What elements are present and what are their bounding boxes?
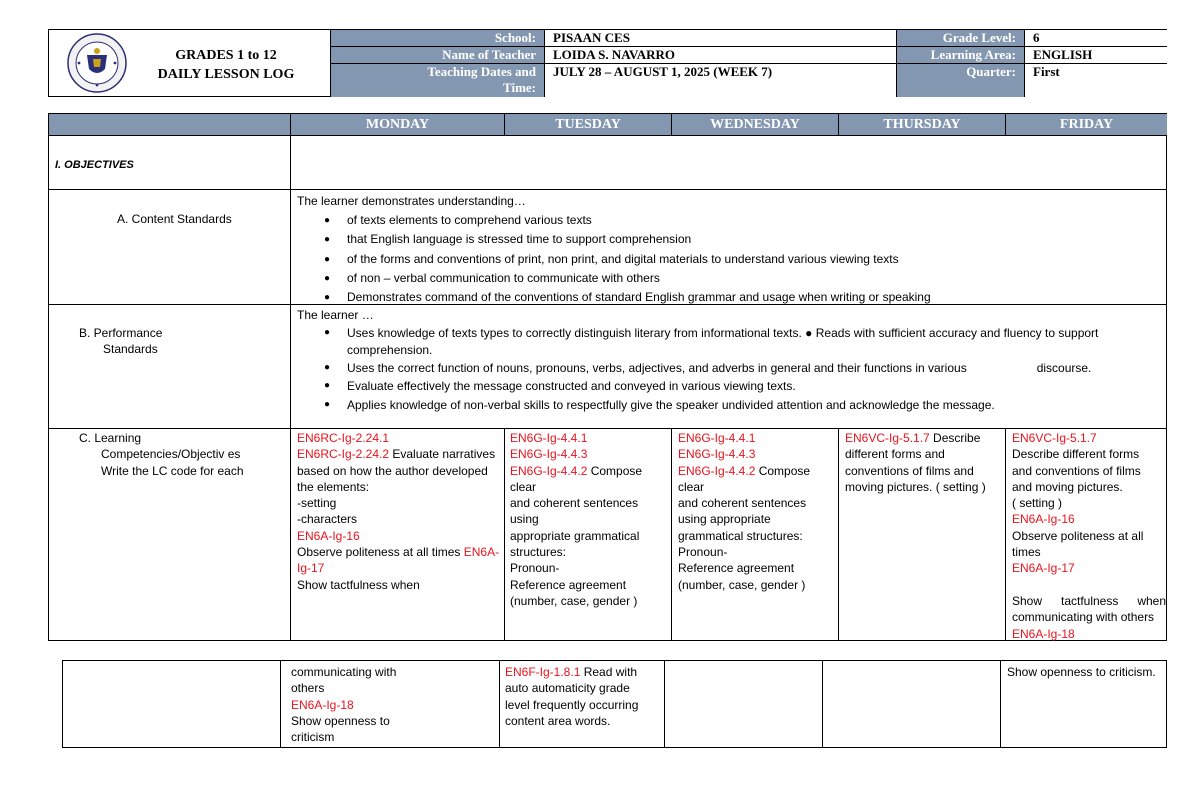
quarter-label: Quarter: bbox=[897, 64, 1025, 97]
teacher-value: LOIDA S. NAVARRO bbox=[545, 47, 897, 64]
day-header-thursday: THURSDAY bbox=[839, 114, 1005, 135]
lc-text: Reference agreement bbox=[678, 561, 795, 576]
performance-standard-text-end: discourse. bbox=[1036, 360, 1092, 375]
content-standards-label: A. Content Standards bbox=[117, 212, 232, 226]
performance-standard-item: ● Applies knowledge of non-verbal skills to respectfully give the speaker undivided attention and acknowledge the message. bbox=[297, 397, 1157, 413]
form-title bbox=[141, 46, 311, 84]
school-value: PISAAN CES bbox=[545, 30, 897, 47]
lc-code: EN6RC-Ig-2.24.2 bbox=[297, 447, 390, 462]
lc-text: level frequently occurring bbox=[505, 697, 639, 712]
lc-code: EN6A-Ig-18 bbox=[1012, 626, 1075, 641]
monday-competencies bbox=[297, 430, 502, 593]
header-row-dates bbox=[331, 64, 1167, 97]
performance-standard-text: Uses the correct function of nouns, pronouns, verbs, adjectives, and adverbs in general and their functions in various bbox=[347, 360, 967, 375]
content-standards-text bbox=[297, 192, 1157, 307]
lc-word: when bbox=[1137, 593, 1166, 608]
teaching-dates-label-line1: Teaching Dates and bbox=[427, 64, 536, 79]
teaching-dates-label-line2: Time: bbox=[503, 80, 536, 95]
lc-text: (number, case, gender ) bbox=[678, 577, 806, 592]
lc-code: EN6G-Ig-4.4.1 bbox=[510, 431, 588, 445]
lc-text: Show tactfulness when bbox=[297, 577, 420, 592]
deped-seal-icon bbox=[67, 33, 127, 93]
teaching-dates-label bbox=[331, 64, 545, 97]
quarter-value: First bbox=[1025, 64, 1167, 97]
learning-competencies-label-line2: Competencies/Objectiv es bbox=[101, 447, 241, 462]
lc-code: EN6A- bbox=[463, 545, 500, 560]
lc-text: different forms and bbox=[845, 447, 945, 462]
learning-competencies-label-line3: Write the LC code for each bbox=[101, 463, 244, 478]
friday-continuation bbox=[1007, 664, 1165, 680]
lc-text: and coherent sentences using bbox=[510, 496, 639, 527]
lc-code: EN6G-Ig-4.4.2 bbox=[678, 463, 756, 478]
lc-text: Observe politeness at all bbox=[1012, 528, 1144, 543]
lc-text: grammatical structures: bbox=[678, 528, 803, 543]
header-row-school bbox=[331, 30, 1167, 47]
content-standards-intro: The learner demonstrates understanding… bbox=[297, 194, 526, 208]
lc-text: Describe different forms bbox=[1012, 447, 1140, 462]
learning-competencies-label-line1: C. Learning bbox=[79, 431, 142, 445]
learning-area-value: ENGLISH bbox=[1025, 47, 1167, 64]
lc-text: auto automaticity grade bbox=[505, 681, 630, 696]
teaching-dates-value: JULY 28 – AUGUST 1, 2025 (WEEK 7) bbox=[545, 64, 897, 97]
header-logo-cell bbox=[49, 30, 331, 96]
learning-competencies-label bbox=[79, 430, 244, 479]
day-header-tuesday: TUESDAY bbox=[505, 114, 671, 135]
lc-code: EN6G-Ig-4.4.3 bbox=[510, 447, 588, 462]
lc-text: criticism bbox=[291, 730, 335, 745]
lc-text: Show openness to bbox=[291, 713, 390, 728]
lesson-log-table bbox=[48, 113, 1167, 641]
lc-text: others bbox=[291, 681, 325, 696]
lc-text: content area words. bbox=[505, 713, 611, 728]
performance-standards-intro: The learner … bbox=[297, 308, 374, 322]
performance-standard-item bbox=[297, 360, 1157, 376]
performance-standards-label-line1: B. Performance bbox=[79, 326, 163, 340]
lc-code: EN6G-Ig-4.4.1 bbox=[678, 431, 756, 445]
lc-code: EN6G-Ig-4.4.3 bbox=[678, 447, 756, 462]
lc-text: and conventions of films bbox=[1012, 463, 1141, 478]
thursday-competencies bbox=[845, 430, 1003, 495]
lc-text: Describe bbox=[929, 431, 981, 445]
lc-text: -setting bbox=[297, 496, 337, 511]
teacher-label: Name of Teacher bbox=[331, 47, 545, 64]
lc-text: moving pictures. ( setting ) bbox=[845, 479, 986, 494]
lc-text: times bbox=[1012, 545, 1041, 560]
lc-code: Ig-17 bbox=[297, 561, 325, 576]
lc-word: Show bbox=[1012, 593, 1043, 608]
performance-standards-label-line2: Standards bbox=[103, 342, 158, 357]
lc-text-justified bbox=[1012, 593, 1166, 609]
content-standard-item: ● of the forms and conventions of print, non print, and digital materials to understand various viewing texts bbox=[297, 250, 1157, 269]
form-title-line1: GRADES 1 to 12 bbox=[175, 48, 277, 63]
monday-continuation bbox=[291, 664, 491, 745]
school-label: School: bbox=[331, 30, 545, 47]
objectives-label: I. OBJECTIVES bbox=[55, 159, 134, 171]
content-standard-item: ● that English language is stressed time to support comprehension bbox=[297, 230, 1157, 249]
grade-level-label: Grade Level: bbox=[897, 30, 1025, 47]
performance-standards-label bbox=[79, 325, 162, 358]
lc-code: EN6VC-Ig-5.1.7 bbox=[845, 431, 930, 445]
lc-text: structures: bbox=[510, 545, 567, 560]
day-header-wednesday: WEDNESDAY bbox=[672, 114, 838, 135]
header-row-teacher bbox=[331, 47, 1167, 64]
lc-text: communicating with bbox=[291, 665, 397, 679]
lc-text: (number, case, gender ) bbox=[510, 593, 638, 608]
tuesday-continuation bbox=[505, 664, 660, 729]
lc-code: EN6G-Ig-4.4.2 bbox=[510, 463, 588, 478]
learning-area-label: Learning Area: bbox=[897, 47, 1025, 64]
content-standard-item: ● of non – verbal communication to communicate with others bbox=[297, 269, 1157, 288]
lc-code: EN6A-Ig-16 bbox=[297, 528, 360, 543]
day-header-blank bbox=[49, 114, 291, 135]
lc-text: and coherent sentences bbox=[678, 496, 807, 511]
performance-standards-text bbox=[297, 307, 1157, 414]
lc-text: Observe politeness at all times bbox=[297, 545, 464, 560]
form-title-line2: DAILY LESSON LOG bbox=[157, 67, 295, 82]
lc-text: Read with bbox=[580, 665, 638, 679]
lc-word: tactfulness bbox=[1060, 593, 1119, 608]
content-standard-item: ● Demonstrates command of the conventions of standard English grammar and usage when writing or speaking bbox=[297, 288, 1157, 307]
lc-text: Compose clear bbox=[678, 463, 811, 494]
lc-code: EN6F-Ig-1.8.1 bbox=[505, 665, 581, 679]
lc-text: Pronoun- bbox=[510, 561, 560, 576]
performance-standard-item: ● Uses knowledge of texts types to correctly distinguish literary from informational texts. ● Reads with sufficient accuracy and fluency to support bbox=[297, 325, 1157, 341]
lc-text: Pronoun- bbox=[678, 545, 728, 560]
lc-text: Reference agreement bbox=[510, 577, 627, 592]
performance-standard-item: ● Evaluate effectively the message constructed and conveyed in various viewing texts. bbox=[297, 378, 1157, 394]
dll-header-table bbox=[48, 29, 1167, 97]
day-header-monday: MONDAY bbox=[291, 114, 504, 135]
lc-text: Evaluate narratives bbox=[389, 447, 496, 462]
friday-competencies bbox=[1012, 430, 1166, 642]
lc-text: using appropriate bbox=[678, 512, 771, 527]
tuesday-competencies bbox=[510, 430, 670, 609]
lc-text: Show openness to criticism. bbox=[1007, 665, 1156, 679]
lc-code: EN6VC-Ig-5.1.7 bbox=[1012, 431, 1097, 445]
lc-text: appropriate grammatical bbox=[510, 528, 640, 543]
grade-level-value: 6 bbox=[1025, 30, 1167, 47]
lc-text: Compose clear bbox=[510, 463, 643, 494]
performance-standard-item-cont: comprehension. bbox=[347, 342, 433, 357]
lc-text: -characters bbox=[297, 512, 358, 527]
content-standard-item: ● of texts elements to comprehend various texts bbox=[297, 211, 1157, 230]
lc-code: EN6RC-Ig-2.24.1 bbox=[297, 431, 390, 445]
day-header-friday: FRIDAY bbox=[1006, 114, 1167, 135]
lc-text: conventions of films and bbox=[845, 463, 974, 478]
lesson-log-continuation-table bbox=[62, 660, 1167, 748]
lc-code: EN6A-Ig-18 bbox=[291, 697, 354, 712]
lc-text: communicating with others bbox=[1012, 610, 1155, 625]
lc-code: EN6A-Ig-17 bbox=[1012, 561, 1075, 576]
wednesday-competencies bbox=[678, 430, 838, 593]
lc-text: ( setting ) bbox=[1012, 496, 1063, 511]
lc-code: EN6A-Ig-16 bbox=[1012, 512, 1075, 527]
lc-text: the elements: bbox=[297, 479, 370, 494]
lc-text: based on how the author developed bbox=[297, 463, 488, 478]
lc-text: and moving pictures. bbox=[1012, 479, 1123, 494]
